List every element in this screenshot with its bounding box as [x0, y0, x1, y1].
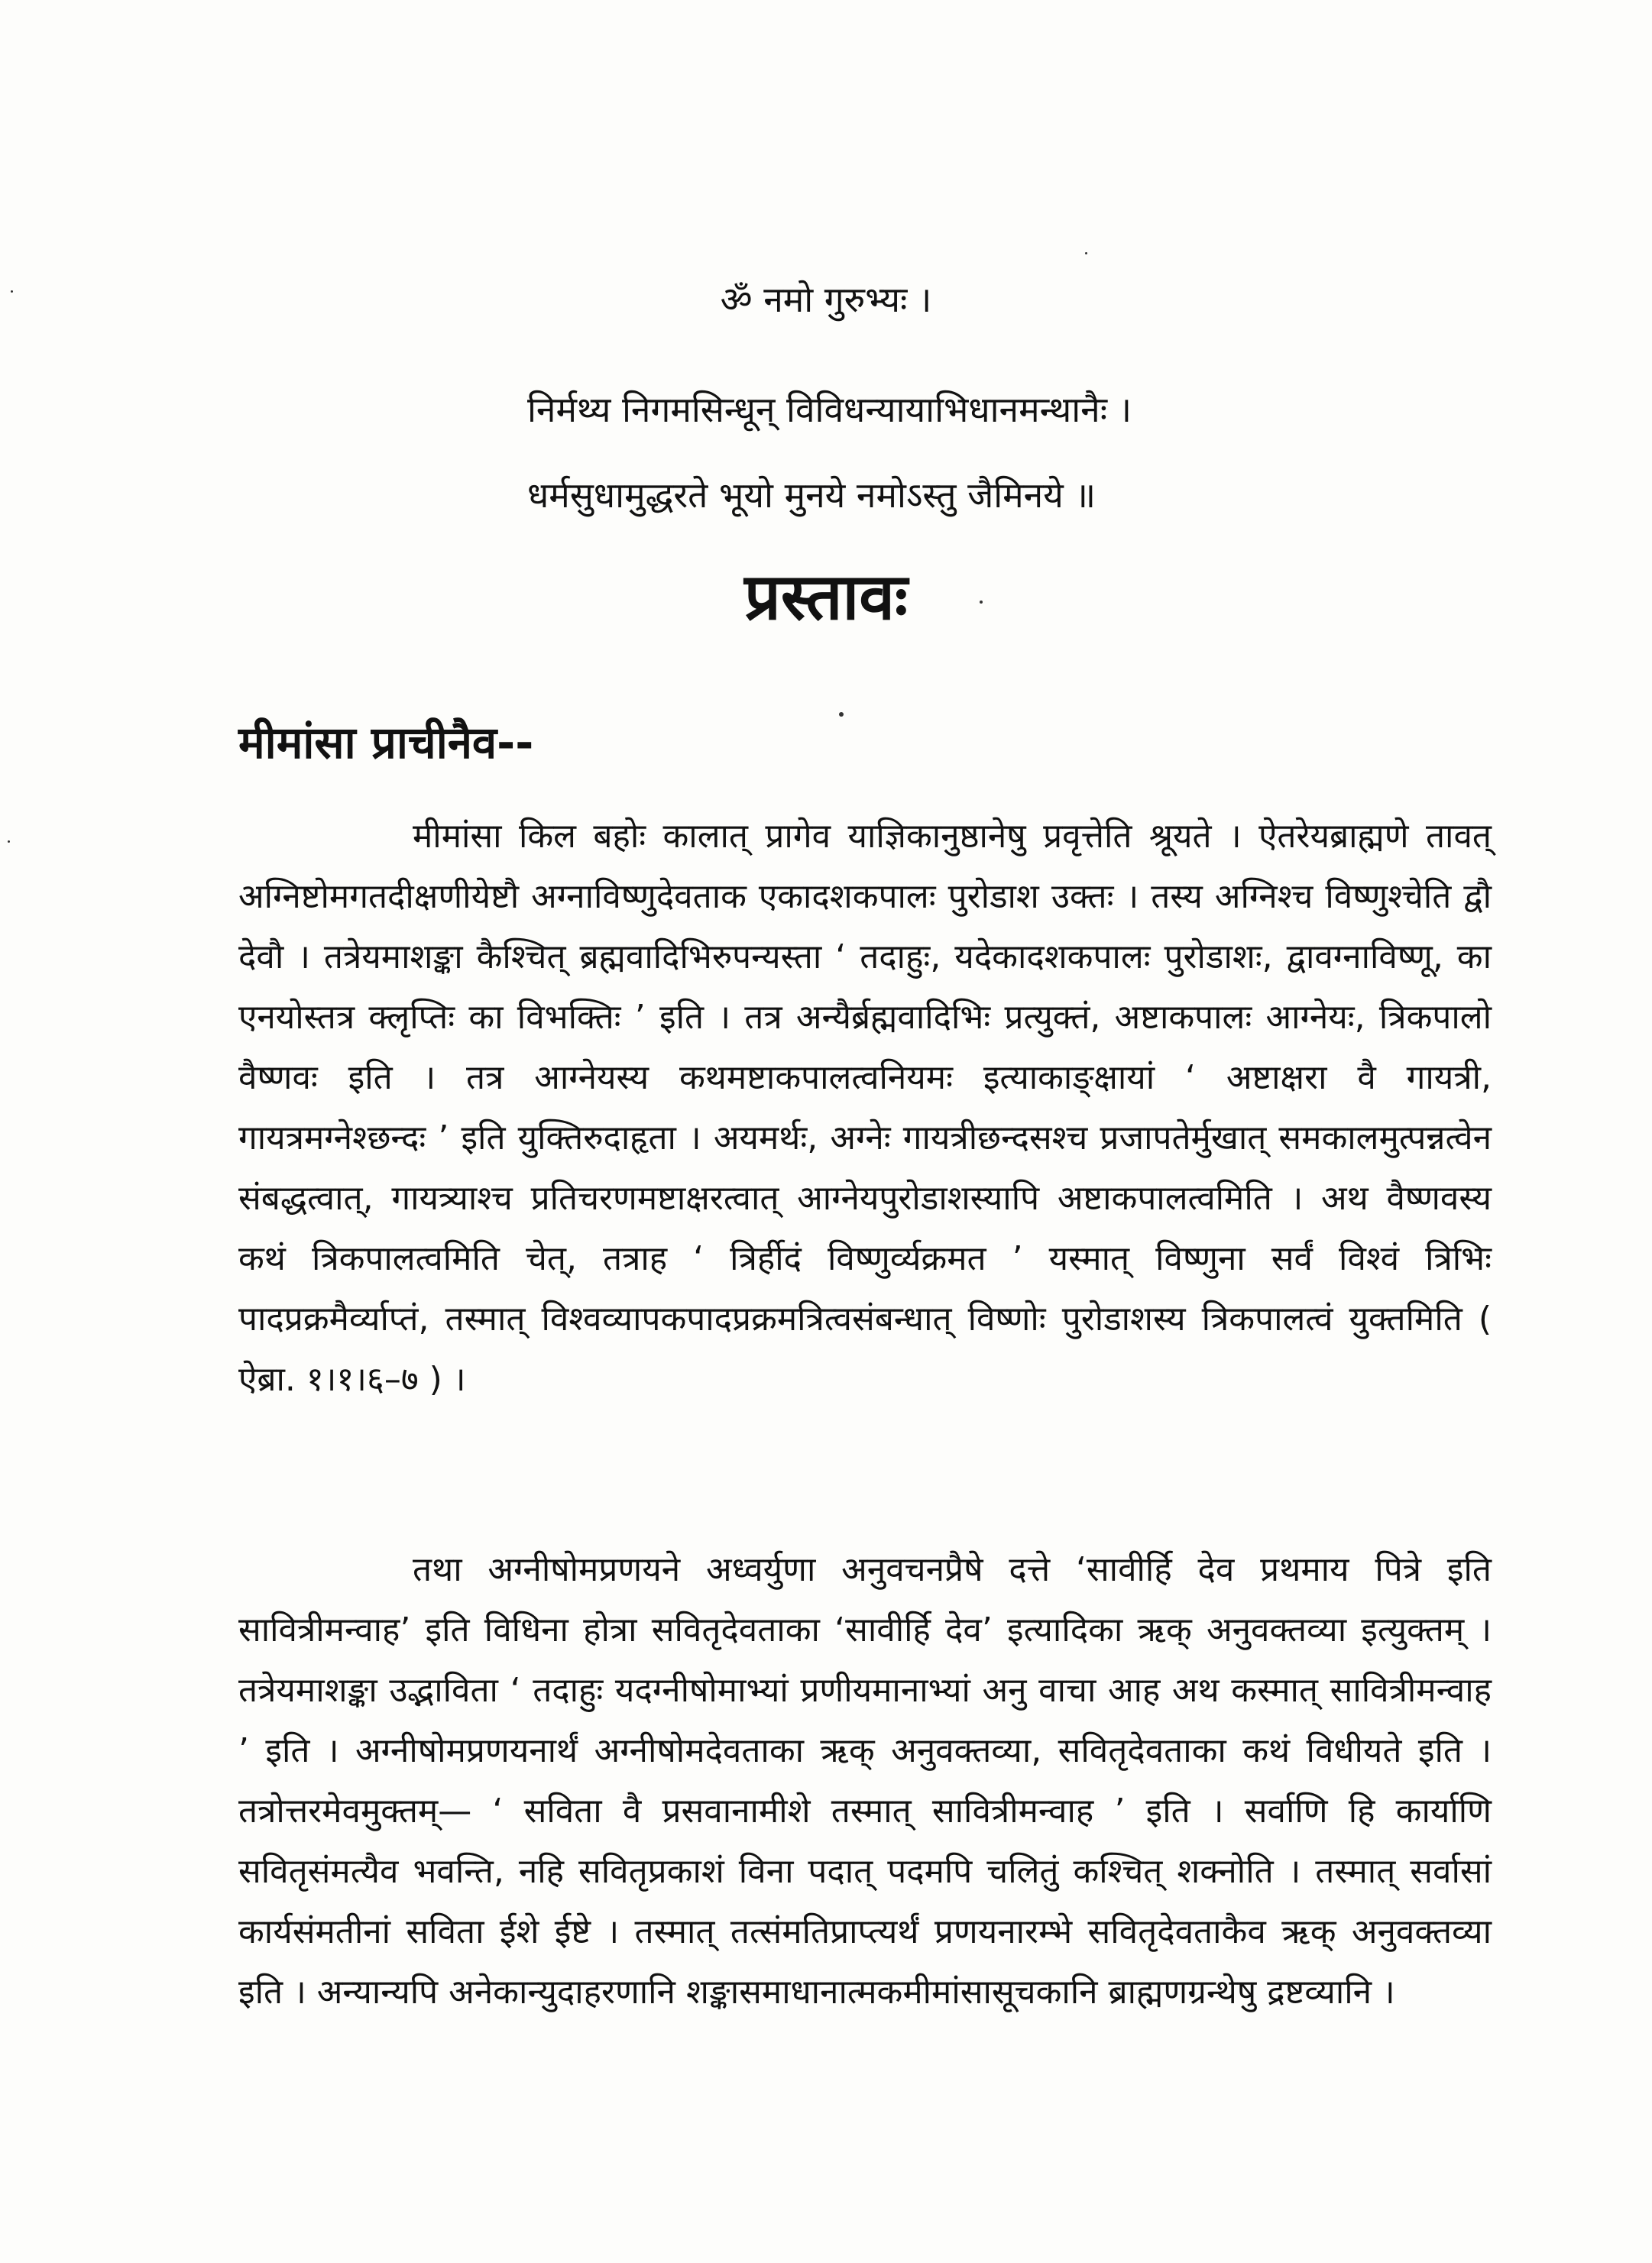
verse-line-1: निर्मथ्य निगमसिन्धून् विविधन्यायाभिधानमन्थानैः ।	[527, 389, 1132, 430]
paragraph-1: मीमांसा किल बहोः कालात् प्रागेव याज्ञिकानुष्ठानेषु प्रवृत्तेति श्रूयते । ऐतरेयब्राह्मणे तावत् अग्निष्टोमगतदीक्षणीयेष्टौ अग्नाविष्णुदेवताक एकादशकपालः पुरोडाश उक्तः । तस्य अग्निश्च विष्णुश्चेति द्वौ देवौ । तत्रेयमाशङ्का कैश्चित् ब्रह्मवादिभिरुपन्यस्ता ‘ तदाहुः, यदेकादशकपालः पुरोडाशः, द्वावग्नाविष्णू, का एनयोस्तत्र क्लृप्तिः का विभक्तिः ’ इति । तत्र अन्यैर्ब्रह्मवादिभिः प्रत्युक्तं, अष्टाकपालः आग्नेयः, त्रिकपालो वैष्णवः इति । तत्र आग्नेयस्य कथमष्टाकपालत्वनियमः इत्याकाङ्क्षायां ‘ अष्टाक्षरा वै गायत्री, गायत्रमग्नेश्छन्दः ’ इति युक्तिरुदाहृता । अयमर्थः, अग्नेः गायत्रीछन्दसश्च प्रजापतेर्मुखात् समकालमुत्पन्नत्वेन संबद्धत्वात्, गायत्र्याश्च प्रतिचरणमष्टाक्षरत्वात् आग्नेयपुरोडाशस्यापि अष्टाकपालत्वमिति । अथ वैष्णवस्य कथं त्रिकपालत्वमिति चेत्, तत्राह ‘ त्रिर्हीदं विष्णुर्व्यक्रमत ’ यस्मात् विष्णुना सर्वं विश्वं त्रिभिः पादप्रक्रमैर्व्याप्तं, तस्मात् विश्वव्यापकपादप्रक्रमत्रित्वसंबन्धात् विष्णोः पुरोडाशस्य त्रिकपालत्वं युक्तमिति ( ऐब्रा. १।१।६–७ ) ।	[238, 817, 1492, 1399]
section-heading: मीमांसा प्राचीनैव--	[238, 717, 534, 769]
paragraph-2: तथा अग्नीषोमप्रणयने अध्वर्युणा अनुवचनप्रैषे दत्ते ‘सावीर्हि देव प्रथमाय पित्रे इति सावित्रीमन्वाह’ इति विधिना होत्रा सवितृदेवताका ‘सावीर्हि देव’ इत्यादिका ऋक् अनुवक्तव्या इत्युक्तम् । तत्रेयमाशङ्का उद्भाविता ‘ तदाहुः यदग्नीषोमाभ्यां प्रणीयमानाभ्यां अनु वाचा आह अथ कस्मात् सावित्रीमन्वाह ’ इति । अग्नीषोमप्रणयनार्थं अग्नीषोमदेवताका ऋक् अनुवक्तव्या, सवितृदेवताका कथं विधीयते इति । तत्रोत्तरमेवमुक्तम्— ‘ सविता वै प्रसवानामीशे तस्मात् सावित्रीमन्वाह ’ इति । सर्वाणि हि कार्याणि सवितृसंमत्यैव भवन्ति, नहि सवितृप्रकाशं विना पदात् पदमपि चलितुं कश्चित् शक्नोति । तस्मात् सर्वासां कार्यसंमतीनां सविता ईशे ईष्टे । तस्मात् तत्संमतिप्राप्त्यर्थं प्रणयनारम्भे सवितृदेवताकैव ऋक् अनुवक्तव्या इति । अन्यान्यपि अनेकान्युदाहरणानि शङ्कासमाधानात्मकमीमांसासूचकानि ब्राह्मणग्रन्थेषु द्रष्टव्यानि ।	[238, 1550, 1492, 2012]
verse-line-2: धर्मसुधामुद्धरते भूयो मुनये नमोऽस्तु जैमिनये ॥	[527, 474, 1096, 516]
invocation-line: ॐ नमो गुरुभ्यः ।	[720, 279, 932, 320]
scan-speck	[1085, 252, 1087, 254]
page-title: प्रस्तावः	[744, 559, 908, 634]
scan-speck	[8, 840, 10, 843]
benediction-verse	[527, 367, 1132, 538]
scan-speck	[980, 601, 983, 604]
scan-speck	[839, 712, 844, 717]
scan-speck	[11, 290, 13, 293]
